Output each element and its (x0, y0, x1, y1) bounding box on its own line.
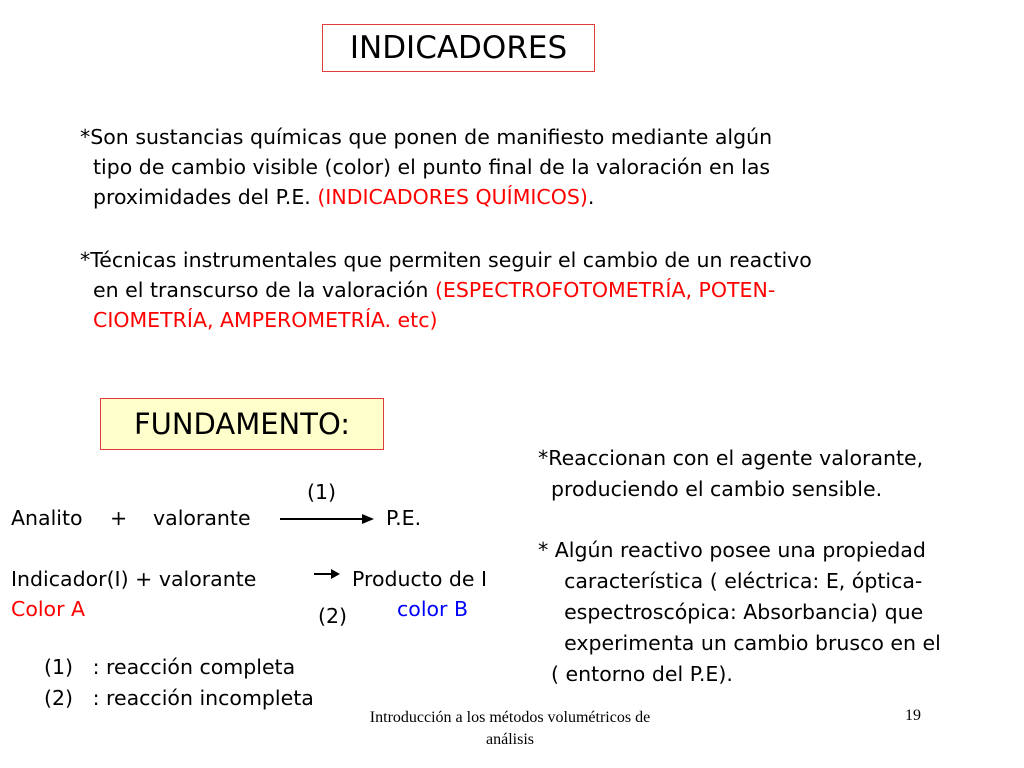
eq2-label: (2) (318, 604, 348, 628)
eq1-analito: Analito (11, 506, 83, 530)
slide-title (322, 24, 595, 72)
intro-paragraph-2 (80, 245, 812, 335)
intro-p2-line-2 (80, 275, 812, 305)
eq2-color-b: color B (397, 597, 469, 621)
intro-p2-line-1: *Técnicas instrumentales que permiten seguir el cambio de un reactivo (80, 248, 812, 272)
reaction-notes (44, 652, 314, 714)
eq1-label: (1) (307, 480, 337, 504)
right-paragraph-1 (538, 443, 923, 505)
intro-p1-line-3-text: proximidades del P.E. (93, 185, 318, 209)
note-2: (2) : reacción incompleta (44, 686, 314, 710)
fundamento-heading (100, 398, 384, 450)
right-p1-line-2: produciendo el cambio sensible. (538, 477, 883, 501)
intro-p1-period: . (587, 185, 595, 209)
eq1-valorante: valorante (153, 506, 251, 530)
note-1: (1) : reacción completa (44, 655, 296, 679)
right-p2-line-1: * Algún reactivo posee una propiedad (538, 538, 926, 562)
indicadores-quimicos-highlight: (INDICADORES QUÍMICOS) (317, 185, 588, 209)
page-number: 19 (905, 707, 921, 724)
right-p2-line-5: ( entorno del P.E). (538, 662, 733, 686)
intro-p1-line-1: *Son sustancias químicas que ponen de manifiesto mediante algún (80, 125, 773, 149)
intro-p2-line-3: CIOMETRÍA, AMPEROMETRÍA. etc) (93, 308, 438, 332)
right-p1-line-1: *Reaccionan con el agente valorante, (538, 446, 924, 470)
reaction-arrow-1 (278, 508, 378, 528)
footer-text: Introducción a los métodos volumétricos de análisis (369, 709, 651, 748)
techniques-highlight: (ESPECTROFOTOMETRÍA, POTEN- (434, 278, 776, 302)
intro-p2-line-2-text: en el transcurso de la valoración (93, 278, 435, 302)
slide-title-text: INDICADORES (349, 30, 568, 66)
right-paragraph-2 (538, 535, 941, 690)
reaction-arrow-2 (312, 564, 342, 584)
right-p2-line-3: espectroscópica: Absorbancia) que (538, 600, 924, 624)
eq1-product: P.E. (386, 506, 422, 530)
eq2-color-a: Color A (11, 597, 86, 621)
intro-p1-line-2: tipo de cambio visible (color) el punto final de la valoración en las (93, 155, 771, 179)
right-p2-line-4: experimenta un cambio brusco en el (538, 631, 941, 655)
right-p2-line-2: característica ( eléctrica: E, óptica- (538, 569, 923, 593)
eq1-plus: + (110, 506, 128, 530)
eq2-product: Producto de I (352, 567, 488, 591)
fundamento-heading-text: FUNDAMENTO: (133, 407, 351, 441)
intro-paragraph-1 (80, 122, 772, 212)
intro-p1-line-3 (80, 182, 772, 212)
eq2-reactants: Indicador(I) + valorante (11, 567, 257, 591)
